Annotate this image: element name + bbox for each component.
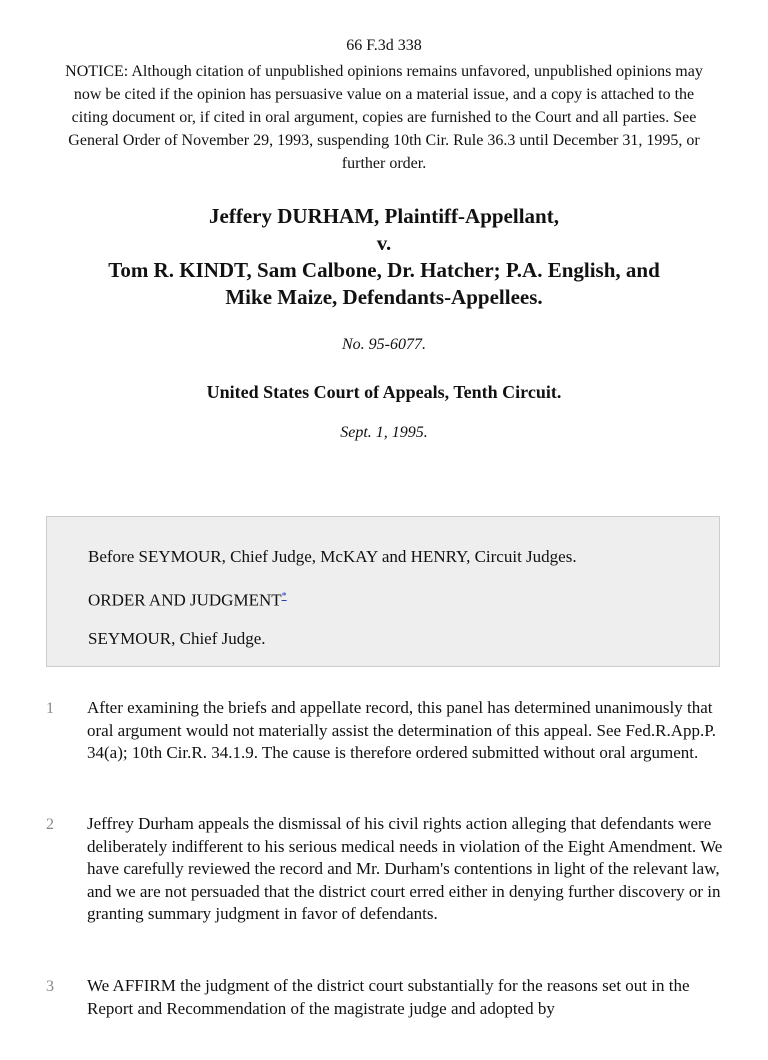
- panel-order-title: [88, 587, 287, 611]
- citation: 66 F.3d 338: [346, 37, 422, 54]
- case-caption: [0, 203, 768, 311]
- panel-before: Before SEYMOUR, Chief Judge, McKAY and HENRY, Circuit Judges.: [88, 547, 577, 566]
- court-name: United States Court of Appeals, Tenth Circuit.: [206, 382, 562, 402]
- decision-date: Sept. 1, 1995.: [340, 424, 428, 441]
- caption-versus: v.: [376, 231, 392, 255]
- caption-defendants-line2: Mike Maize, Defendants-Appellees.: [225, 285, 543, 309]
- paragraph-number: 1: [46, 700, 54, 717]
- paragraph-number: 3: [46, 978, 54, 995]
- order-title-text: ORDER AND JUDGMENT: [88, 590, 282, 610]
- caption-defendants-line1: Tom R. KINDT, Sam Calbone, Dr. Hatcher; P.A. English, and: [108, 258, 660, 282]
- panel-author: SEYMOUR, Chief Judge.: [88, 629, 266, 648]
- paragraph-text: Jeffrey Durham appeals the dismissal of his civil rights action alleging that defendants were deliberately indifferent to his serious medical needs in violation of the Eight Amendment. We have carefully reviewed the record and Mr. Durham's contentions in light of the relevant law, and we are not persuaded that the district court erred either in denying further discovery or in granting summary judgment in favor of defendants.: [87, 814, 723, 923]
- docket-number: No. 95-6077.: [342, 336, 426, 353]
- paragraph-text: After examining the briefs and appellate record, this panel has determined unanimously that oral argument would not materially assist the determination of this appeal. See Fed.R.App.P. 34(a); 10th Cir.R. 34.1.9. The cause is therefore ordered submitted without oral argument.: [87, 698, 717, 762]
- paragraph-text: We AFFIRM the judgment of the district court substantially for the reasons set out in the Report and Recommendation of the magistrate judge and adopted by: [87, 976, 690, 1018]
- footnote-link[interactable]: *: [281, 591, 287, 602]
- panel-box: [46, 516, 720, 667]
- paragraph-number: 2: [46, 816, 54, 833]
- unpublished-notice: NOTICE: Although citation of unpublished opinions remains unfavored, unpublished opinions may now be cited if the opinion has persuasive value on a material issue, and a copy is attached to the citing document or, if cited in oral argument, copies are furnished to the Court and all parties. See General Order of November 29, 1993, suspending 10th Cir. Rule 36.3 until December 31, 1995, or further order.: [65, 63, 703, 172]
- caption-plaintiff: Jeffery DURHAM, Plaintiff-Appellant,: [209, 204, 559, 228]
